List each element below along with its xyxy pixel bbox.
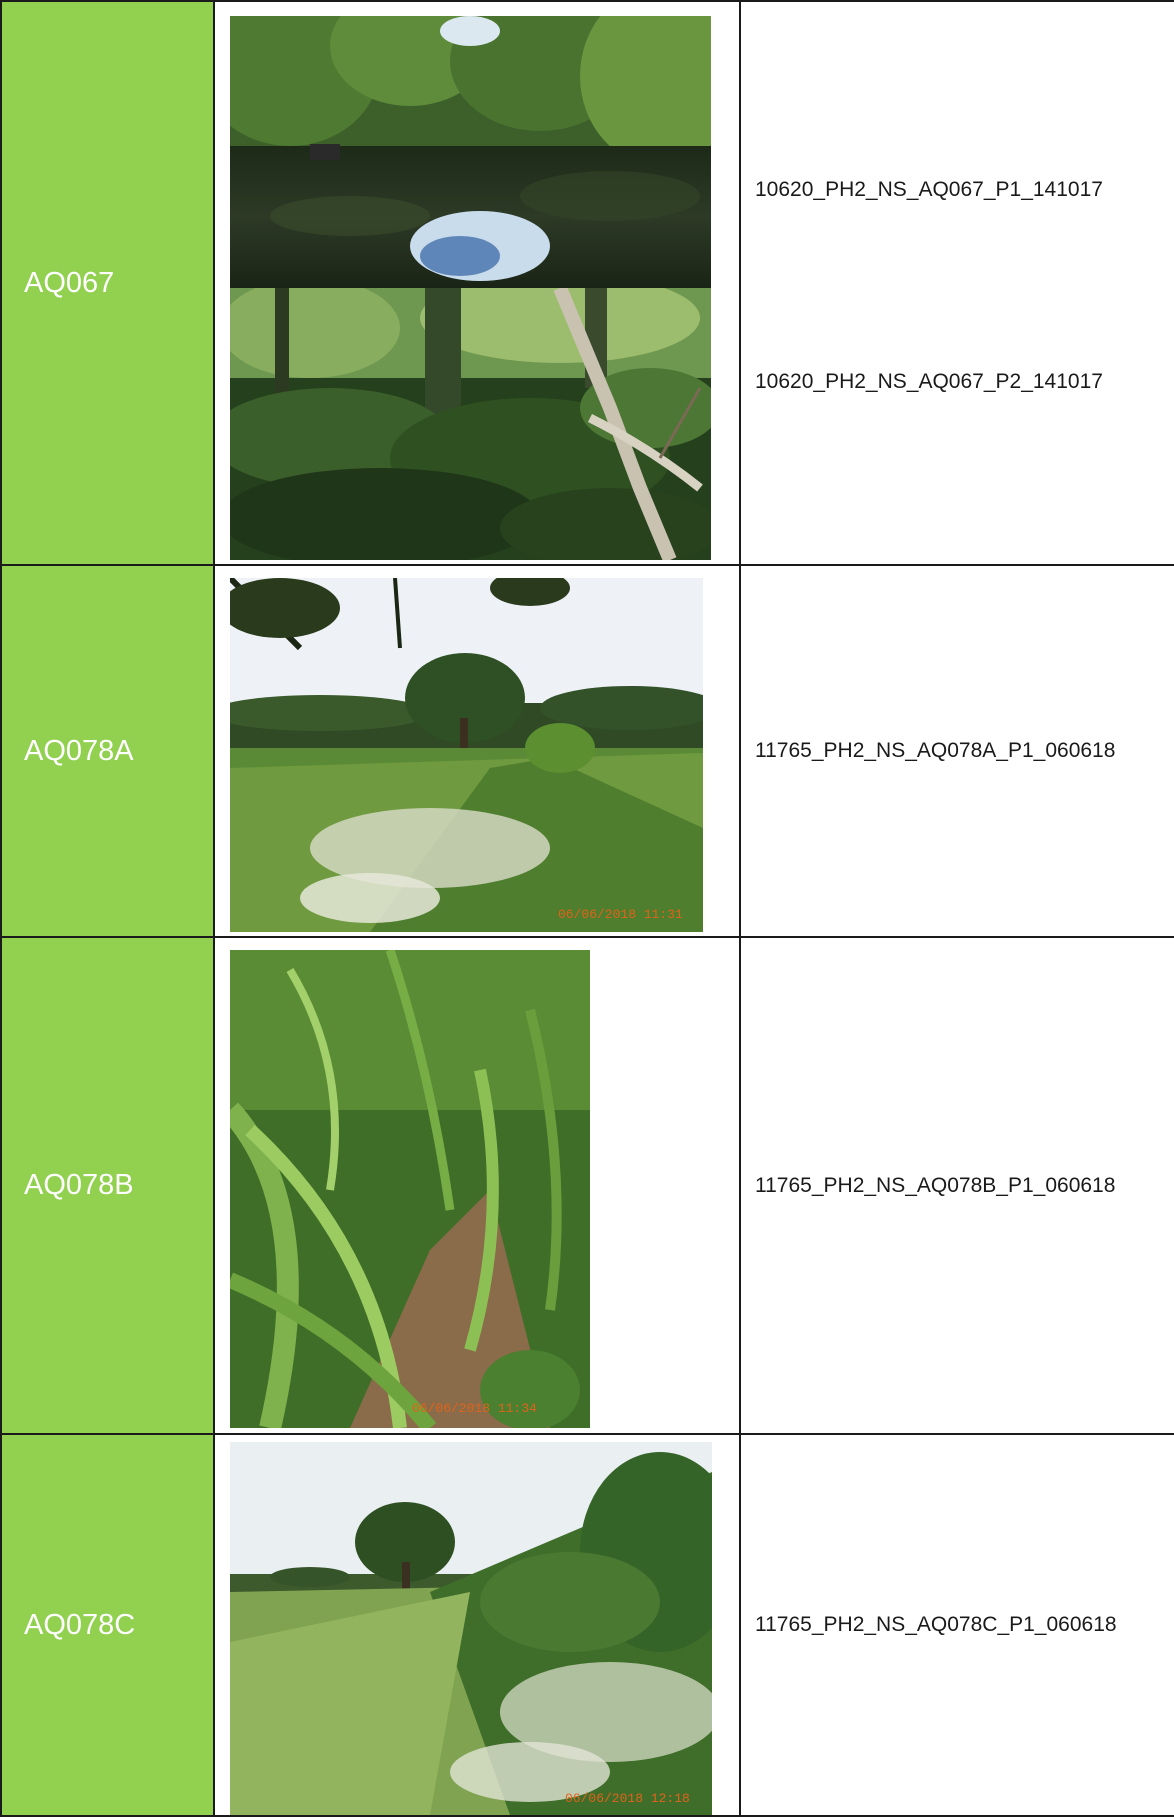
photo-reference: 11765_PH2_NS_AQ078C_P1_060618 [755, 1613, 1117, 1636]
photo-ref-cell [740, 1, 1174, 565]
feature-id-cell [1, 1434, 214, 1816]
feature-id: AQ067 [24, 266, 115, 299]
feature-id: AQ078B [24, 1169, 134, 1201]
site-photo [230, 950, 590, 1428]
photo-reference: 10620_PH2_NS_AQ067_P2_141017 [755, 370, 1103, 393]
timestamp: 06/06/2018 11:31 [558, 906, 683, 922]
table-row [1, 1434, 1174, 1816]
photo-reference: 10620_PH2_NS_AQ067_P1_141017 [755, 178, 1103, 201]
table-row [1, 1, 1174, 565]
photo-cell [214, 937, 740, 1434]
site-photo [230, 1442, 712, 1815]
photo-ref-cell [740, 937, 1174, 1434]
site-photo [230, 288, 711, 560]
photo-cell [214, 1434, 740, 1816]
photo-cell [214, 565, 740, 937]
photo-ref-cell [740, 1434, 1174, 1816]
photo-cell [214, 1, 740, 565]
table-row [1, 565, 1174, 937]
site-photo [230, 578, 703, 932]
feature-id-cell [1, 565, 214, 937]
photo-reference: 11765_PH2_NS_AQ078B_P1_060618 [755, 1173, 1116, 1197]
feature-id-cell [1, 937, 214, 1434]
feature-id: AQ078C [24, 1608, 136, 1641]
feature-id-cell [1, 1, 214, 565]
site-photo [230, 16, 711, 288]
timestamp: 06/06/2018 11:34 [412, 1401, 537, 1416]
feature-id: AQ078A [24, 734, 134, 767]
photo-ref-cell [740, 565, 1174, 937]
photo-reference: 11765_PH2_NS_AQ078A_P1_060618 [755, 739, 1116, 762]
table-row [1, 937, 1174, 1434]
timestamp: 06/06/2018 12:18 [565, 1791, 690, 1806]
